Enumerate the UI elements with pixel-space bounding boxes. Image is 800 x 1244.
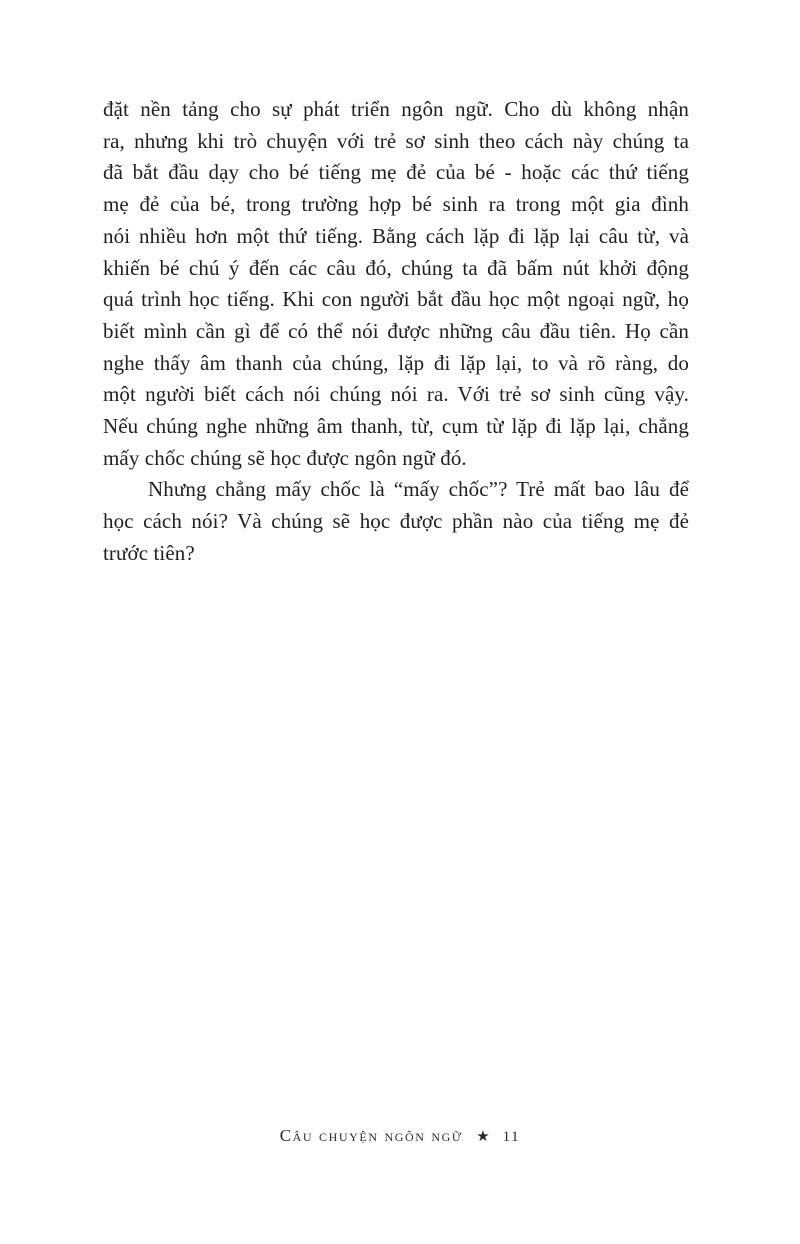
text-line: khiến bé chú ý đến các câu đó, chúng ta đã bấm nút khởi động bbox=[103, 255, 689, 280]
running-footer bbox=[0, 1126, 800, 1146]
text-line: mấy chốc chúng sẽ học được ngôn ngữ đó. bbox=[103, 445, 467, 470]
text-line: Nếu chúng nghe những âm thanh, từ, cụm từ lặp đi lặp lại, chẳng bbox=[103, 414, 689, 439]
text-line: đã bắt đầu dạy cho bé tiếng mẹ đẻ của bé - hoặc các thứ tiếng bbox=[103, 160, 689, 185]
paragraph bbox=[103, 94, 689, 474]
text-line: trước tiên? bbox=[103, 540, 195, 565]
text-line: Nhưng chẳng mấy chốc là “mấy chốc”? Trẻ mất bao lâu để bbox=[148, 477, 689, 502]
paragraph bbox=[103, 474, 689, 569]
text-line: nói nhiều hơn một thứ tiếng. Bằng cách lặp đi lặp lại câu từ, và bbox=[103, 223, 689, 248]
text-line: quá trình học tiếng. Khi con người bắt đầu học một ngoại ngữ, họ bbox=[103, 287, 689, 312]
page-number: 11 bbox=[502, 1129, 521, 1145]
text-line: biết mình cần gì để có thể nói được những câu đầu tiên. Họ cần bbox=[103, 318, 689, 343]
star-icon: ★ bbox=[476, 1127, 492, 1145]
text-line: mẹ đẻ của bé, trong trường hợp bé sinh ra trong một gia đình bbox=[103, 192, 689, 217]
text-line: nghe thấy âm thanh của chúng, lặp đi lặp lại, to và rõ ràng, do bbox=[103, 350, 689, 375]
text-line: đặt nền tảng cho sự phát triển ngôn ngữ. Cho dù không nhận bbox=[103, 97, 689, 121]
body-text bbox=[103, 94, 689, 570]
running-title: Câu chuyện ngôn ngữ bbox=[279, 1126, 463, 1145]
text-line: ra, nhưng khi trò chuyện với trẻ sơ sinh theo cách này chúng ta bbox=[103, 128, 689, 153]
text-line: một người biết cách nói chúng nói ra. Với trẻ sơ sinh cũng vậy. bbox=[103, 382, 689, 407]
text-line: học cách nói? Và chúng sẽ học được phần nào của tiếng mẹ đẻ bbox=[103, 509, 689, 534]
